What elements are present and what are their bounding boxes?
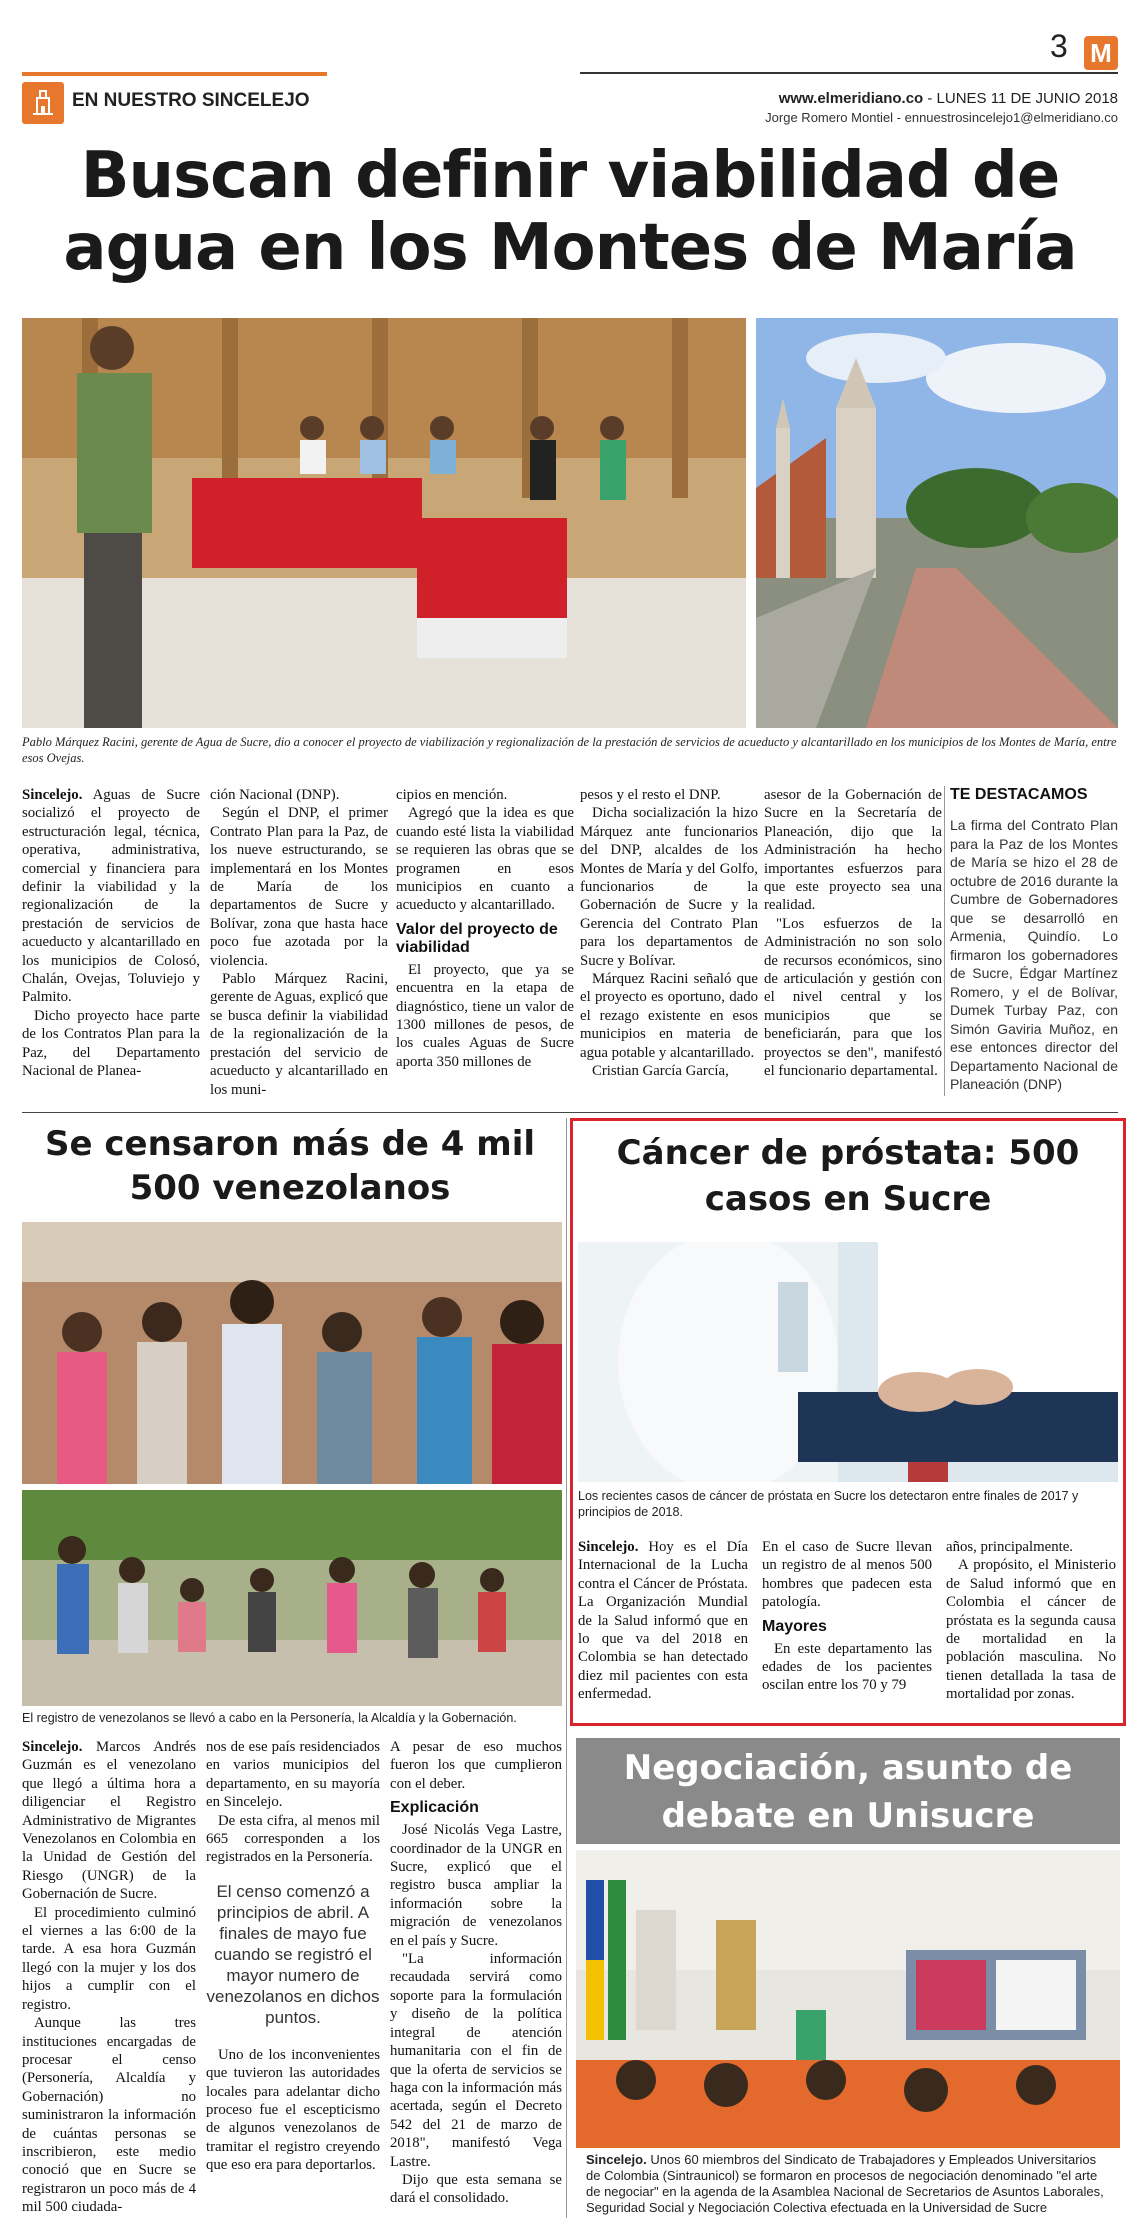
venezuela-col2-p2: De esta cifra, al menos mil 665 corresponden a los registrados en la Personería. bbox=[206, 1812, 380, 1866]
venezuela-col1-p1: Marcos Andrés Guzmán es el venezolano que llegó a última hora a diligenciar el Registro Administrativo de Migrantes Venezolanos en Colombia en la Unidad de Gestión del Riesgo (UNGR) de la Gobernación de Sucre. bbox=[22, 1739, 196, 1903]
cancer-col2-subhead: Mayores bbox=[762, 1617, 827, 1635]
venezuela-col3-subhead: Explicación bbox=[390, 1799, 479, 1817]
main-headline bbox=[22, 140, 1118, 284]
main-col2-p1: ción Nacional (DNP). bbox=[210, 787, 340, 803]
main-col4-p1: pesos y el resto el DNP. bbox=[580, 787, 721, 803]
main-col1-p1: Aguas de Sucre socializó el proyecto de estructuración legal, técnica, operativa, administrativa, comercial y financiera para definir la viabilidad y la regionalización de la prestación de servicios de acueducto y alcantarillado en los municipios de Colosó, Chalán, Ovejas, Toluviejo y Palmito. bbox=[22, 787, 200, 1006]
newspaper-logo: M bbox=[1084, 36, 1118, 70]
building-icon bbox=[22, 82, 64, 124]
main-column-2 bbox=[210, 786, 388, 1099]
main-col3-p1: cipios en mención. bbox=[396, 787, 508, 803]
section-rule bbox=[22, 72, 327, 76]
church-plaza-photo bbox=[756, 318, 1118, 728]
author-line: Jorge Romero Montiel - ennuestrosincelejo1@elmeridiano.co bbox=[765, 110, 1118, 125]
main-col5-p1: asesor de la Gobernación de Sucre en la Secretaría de Planeación, dijo que la Administración ha hecho importantes esfuerzos para que este proyecto sea una realidad. bbox=[764, 787, 942, 914]
doctor-patient-photo bbox=[578, 1242, 1118, 1482]
unisucre-caption-text: Unos 60 miembros del Sindicato de Trabajadores y Empleados Universitarios de Colombia (Sintraunicol) se formaron en procesos de negociación denominado "el arte de negociar" en la agenda de la Asamblea Nacional de Secretarios de Asuntos Laborales, Seguridad Social y Negociación Colectiva efectuada en la Universidad de Sucre bbox=[586, 2152, 1104, 2215]
venezuela-column-1 bbox=[22, 1738, 196, 2217]
cancer-col2-p2: En este departamento las edades de los pacientes oscilan entre los 70 y 79 bbox=[762, 1640, 932, 1694]
main-column-3 bbox=[396, 786, 574, 1071]
venezuela-col1-p2: El procedimiento culminó el viernes a las 6:00 de la tarde. A esa hora Guzmán llegó con la mujer y los dos hijos a cumplir con el registro. bbox=[22, 1904, 196, 2013]
unisucre-caption bbox=[586, 2152, 1114, 2216]
dateline: Sincelejo. bbox=[22, 787, 83, 803]
column-divider bbox=[566, 1118, 567, 2218]
cancer-column-1 bbox=[578, 1538, 748, 1704]
main-headline-line1: Buscan definir viabilidad de bbox=[80, 139, 1060, 213]
main-col1-p2: Dicho proyecto hace parte de los Contratos Plan para la Paz, del Departamento Nacional de Planea- bbox=[22, 1007, 200, 1080]
main-col5-p2: "Los esfuerzos de la Administración no son solo de recursos económicos, sino de articulación y gestión con el nivel central y los municipios que se beneficiarán, para que los proyectos se den", manifestó el funcionario departamental. bbox=[764, 915, 942, 1080]
section-divider bbox=[22, 1112, 1118, 1113]
venezuela-col3-p1: A pesar de eso muchos fueron los que cumplieron con el deber. bbox=[390, 1739, 562, 1792]
main-column-4 bbox=[580, 786, 758, 1081]
meeting-photo bbox=[22, 318, 746, 728]
cancer-column-3 bbox=[946, 1538, 1116, 1704]
venezuela-headline: Se censaron más de 4 mil 500 venezolanos bbox=[44, 1124, 536, 1208]
venezuela-column-3 bbox=[390, 1738, 562, 2208]
site-date-line bbox=[779, 90, 1118, 107]
venezuela-col3-p4: Dijo que esta semana se dará el consolidado. bbox=[390, 2171, 562, 2207]
main-col2-p2: Según el DNP, el primer Contrato Plan para la Paz, de los nueve estructurando, se implementará en los Montes de María de los departamentos de Sucre y Bolívar, zona que hasta hace poco fue azotada por la violencia. bbox=[210, 805, 388, 969]
main-column-5 bbox=[764, 786, 942, 1081]
venezuela-photo-caption: El registro de venezolanos se llevó a cabo en la Personería, la Alcaldía y la Gobernación. bbox=[22, 1711, 517, 1725]
main-column-1 bbox=[22, 786, 200, 1081]
venezuela-col1-p3: Aunque las tres instituciones encargadas de procesar el censo (Personería, Alcaldía y Gobernación) no suministraron la información de cuántas personas se inscribieron, este medio conoció que en Sucre se registraron un poco más de 4 mil 500 ciudada- bbox=[22, 2015, 196, 2216]
main-col4-p2: Dicha socialización la hizo Márquez ante funcionarios del DNP, alcaldes de los Montes de María y del Golfo, funcionarios de la Gobernación de Sucre y la Gerencia del Contrato Plan para los departamentos de Sucre y Bolívar. bbox=[580, 805, 758, 969]
sidebox-title: TE DESTACAMOS bbox=[950, 786, 1088, 803]
sidebox-text: La firma del Contrato Plan para la Paz de los Montes de María se hizo el 28 de octubre de 2016 durante la Cumbre de Gobernadores que se desarrolló en Armenia, Quindío. Lo firmaron los gobernadores de Sucre, Édgar Martínez Romero, y el de Bolívar, Dumek Turbay Paz, con Simón Gaviria Muñoz, en ese entonces director del Departamento Nacional de Planeación (DNP) bbox=[950, 817, 1118, 1092]
venezuela-col3-p2: José Nicolás Vega Lastre, coordinador de la UNGR en Sucre, explicó que el registro busca ampliar la información sobre la migración de venezolanos en el país y Sucre. bbox=[390, 1822, 562, 1949]
main-photo-caption: Pablo Márquez Racini, gerente de Agua de Sucre, dio a conocer el proyecto de viabilización y regionalización de la prestación de servicios de acueducto y alcantarillado en los municipios de los Montes de María, entre esos Ovejas. bbox=[22, 735, 1117, 765]
sidebox-divider bbox=[944, 786, 945, 1096]
site-url[interactable]: www.elmeridiano.co bbox=[778, 90, 924, 107]
venezuela-column-2 bbox=[206, 1738, 380, 2175]
main-col3-subhead: Valor del proyecto de viabilidad bbox=[396, 920, 558, 956]
venezuela-pull-quote: El censo comenzó a principios de abril. A finales de mayo fue cuando se registró el mayor numero de venezolanos en dichos puntos. bbox=[206, 1881, 380, 2027]
page-number: 3 bbox=[1050, 28, 1068, 64]
issue-date: - LUNES 11 DE JUNIO 2018 bbox=[923, 90, 1118, 107]
census-queue-photo bbox=[22, 1490, 562, 1706]
sidebox bbox=[950, 786, 1118, 1094]
unisucre-headline: Negociación, asunto de debate en Unisucre bbox=[576, 1738, 1120, 1844]
dateline: Sincelejo. bbox=[22, 1739, 83, 1755]
cancer-headline: Cáncer de próstata: 500 casos en Sucre bbox=[616, 1133, 1080, 1219]
main-col3-p3: El proyecto, que ya se encuentra en la etapa de diagnóstico, tiene un valor de 1300 millones de pesos, de los cuales Aguas de Sucre aporta 350 millones de bbox=[396, 961, 574, 1070]
venezuela-col3-p3: "La información recaudada servirá como soporte para la formulación y diseño de la política integral de atención humanitaria con el fin de que la oferta de servicios se haga con la información más acertada, según el Decreto 542 del 21 de marzo de 2018", manifestó Vega Lastre. bbox=[390, 1951, 562, 2170]
main-col4-p3: Márquez Racini señaló que el proyecto es oportuno, dado el rezago existente en esos municipios en materia de agua potable y alcantarillado. bbox=[580, 971, 758, 1061]
main-headline-line2: agua en los Montes de María bbox=[63, 211, 1077, 285]
main-col3-p2: Agregó que la idea es que cuando esté lista la viabilidad se requieren las obras que se programen en esos municipios en cuanto a acueducto y alcantarillado. bbox=[396, 805, 574, 914]
dateline: Sincelejo. bbox=[586, 2152, 647, 2167]
assembly-photo bbox=[576, 1850, 1120, 2148]
cancer-photo-caption: Los recientes casos de cáncer de próstata en Sucre los detectaron entre finales de 2017 y principios de 2018. bbox=[578, 1489, 1079, 1519]
cancer-col1-p1: Hoy es el Día Internacional de la Lucha contra el Cáncer de Próstata. La Organización Mundial de la Salud informó que en lo que va del 2018 en Colombia se han detectado diez mil pacientes con esta enfermedad. bbox=[578, 1539, 748, 1703]
section-label: EN NUESTRO SINCELEJO bbox=[72, 90, 310, 111]
header-rule bbox=[580, 72, 1118, 74]
section-tag bbox=[22, 72, 327, 124]
main-col4-p4: Cristian García García, bbox=[592, 1063, 729, 1080]
dateline: Sincelejo. bbox=[578, 1539, 639, 1555]
census-crowd-photo bbox=[22, 1222, 562, 1484]
cancer-col3-p2: A propósito, el Ministerio de Salud informó que en Colombia el cáncer de próstata es la segunda causa de mortalidad en la población masculina. No tienen detallada la tasa de mortalidad por zonas. bbox=[946, 1557, 1116, 1703]
venezuela-col2-p1: nos de ese país residenciados en varios municipios del departamento, en su mayoría en Sincelejo. bbox=[206, 1739, 380, 1811]
cancer-col3-p1: años, principalmente. bbox=[946, 1539, 1073, 1555]
main-col2-p3: Pablo Márquez Racini, gerente de Aguas, explicó que se busca definir la viabilidad de la regionalización de la prestación del servicio de acueducto y alcantarillado en los muni- bbox=[210, 971, 388, 1098]
cancer-col2-p1: En el caso de Sucre llevan un registro de al menos 500 hombres que padecen esta patología. bbox=[762, 1539, 932, 1611]
cancer-column-2 bbox=[762, 1538, 932, 1695]
venezuela-col2-p3: Uno de los inconvenientes que tuvieron las autoridades locales para adelantar dicho proceso fue el escepticismo de algunos venezolanos de tramitar el registro creyendo que eso era para deportarlos. bbox=[206, 2046, 380, 2174]
